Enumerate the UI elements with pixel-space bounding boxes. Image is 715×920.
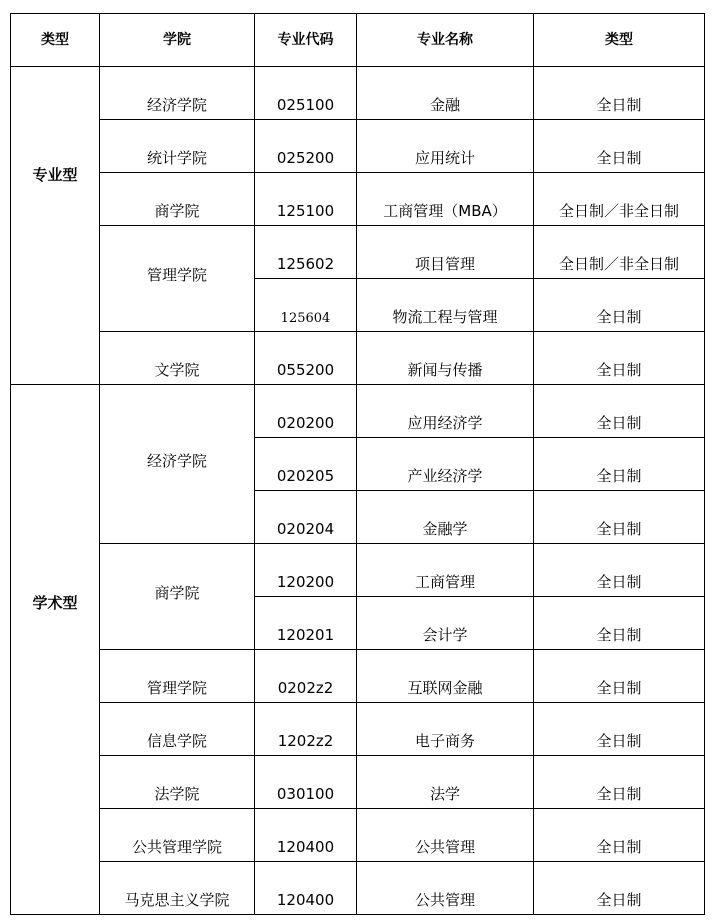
major-name-cell: 产业经济学 — [357, 438, 534, 491]
college-cell: 马克思主义学院 — [100, 862, 255, 915]
major-name-cell: 工商管理 — [357, 544, 534, 597]
major-name-cell: 应用统计 — [357, 120, 534, 173]
college-cell: 管理学院 — [100, 650, 255, 703]
major-code-cell: 120200 — [255, 544, 357, 597]
study-mode-cell: 全日制 — [534, 862, 705, 915]
study-mode-cell: 全日制 — [534, 703, 705, 756]
header-type: 类型 — [11, 14, 100, 67]
college-cell: 商学院 — [100, 544, 255, 650]
college-cell: 文学院 — [100, 332, 255, 385]
group-type-cell: 专业型 — [11, 67, 100, 385]
table-row — [11, 862, 705, 915]
majors-table — [10, 13, 705, 915]
study-mode-cell: 全日制 — [534, 597, 705, 650]
major-code-cell: 030100 — [255, 756, 357, 809]
study-mode-cell: 全日制 — [534, 120, 705, 173]
study-mode-cell: 全日制／非全日制 — [534, 173, 705, 226]
college-cell: 商学院 — [100, 173, 255, 226]
table-row — [11, 332, 705, 385]
major-name-cell: 金融 — [357, 67, 534, 120]
major-code-cell: 0202z2 — [255, 650, 357, 703]
table-row — [11, 173, 705, 226]
table-row — [11, 650, 705, 703]
major-name-cell: 电子商务 — [357, 703, 534, 756]
study-mode-cell: 全日制 — [534, 491, 705, 544]
table-row — [11, 226, 705, 279]
major-code-cell: 020204 — [255, 491, 357, 544]
major-code-cell: 125604 — [255, 279, 357, 332]
major-code-cell: 125100 — [255, 173, 357, 226]
major-name-cell: 公共管理 — [357, 862, 534, 915]
major-name-cell: 项目管理 — [357, 226, 534, 279]
header-major-code: 专业代码 — [255, 14, 357, 67]
major-code-cell: 020200 — [255, 385, 357, 438]
major-code-cell: 055200 — [255, 332, 357, 385]
major-code-cell: 120400 — [255, 862, 357, 915]
major-name-cell: 法学 — [357, 756, 534, 809]
study-mode-cell: 全日制 — [534, 544, 705, 597]
college-cell: 经济学院 — [100, 385, 255, 544]
major-code-cell: 125602 — [255, 226, 357, 279]
major-name-cell: 金融学 — [357, 491, 534, 544]
study-mode-cell: 全日制 — [534, 809, 705, 862]
major-code-cell: 120201 — [255, 597, 357, 650]
table-row — [11, 703, 705, 756]
major-name-cell: 公共管理 — [357, 809, 534, 862]
college-cell: 管理学院 — [100, 226, 255, 332]
college-cell: 经济学院 — [100, 67, 255, 120]
major-name-cell: 新闻与传播 — [357, 332, 534, 385]
study-mode-cell: 全日制 — [534, 332, 705, 385]
major-name-cell: 互联网金融 — [357, 650, 534, 703]
college-cell: 法学院 — [100, 756, 255, 809]
study-mode-cell: 全日制 — [534, 385, 705, 438]
college-cell: 信息学院 — [100, 703, 255, 756]
major-code-cell: 025200 — [255, 120, 357, 173]
college-cell: 统计学院 — [100, 120, 255, 173]
major-code-cell: 120400 — [255, 809, 357, 862]
table-row — [11, 756, 705, 809]
college-cell: 公共管理学院 — [100, 809, 255, 862]
major-code-cell: 025100 — [255, 67, 357, 120]
study-mode-cell: 全日制 — [534, 67, 705, 120]
table-row — [11, 809, 705, 862]
major-name-cell: 工商管理（MBA） — [357, 173, 534, 226]
table-row — [11, 385, 705, 438]
major-name-cell: 会计学 — [357, 597, 534, 650]
header-college: 学院 — [100, 14, 255, 67]
study-mode-cell: 全日制 — [534, 279, 705, 332]
header-study-mode: 类型 — [534, 14, 705, 67]
group-type-cell: 学术型 — [11, 385, 100, 915]
table-row — [11, 544, 705, 597]
major-code-cell: 020205 — [255, 438, 357, 491]
study-mode-cell: 全日制／非全日制 — [534, 226, 705, 279]
major-code-cell: 1202z2 — [255, 703, 357, 756]
table-row — [11, 67, 705, 120]
header-major-name: 专业名称 — [357, 14, 534, 67]
study-mode-cell: 全日制 — [534, 438, 705, 491]
major-name-cell: 应用经济学 — [357, 385, 534, 438]
table-row — [11, 120, 705, 173]
major-name-cell: 物流工程与管理 — [357, 279, 534, 332]
study-mode-cell: 全日制 — [534, 756, 705, 809]
study-mode-cell: 全日制 — [534, 650, 705, 703]
header-row — [11, 14, 705, 67]
